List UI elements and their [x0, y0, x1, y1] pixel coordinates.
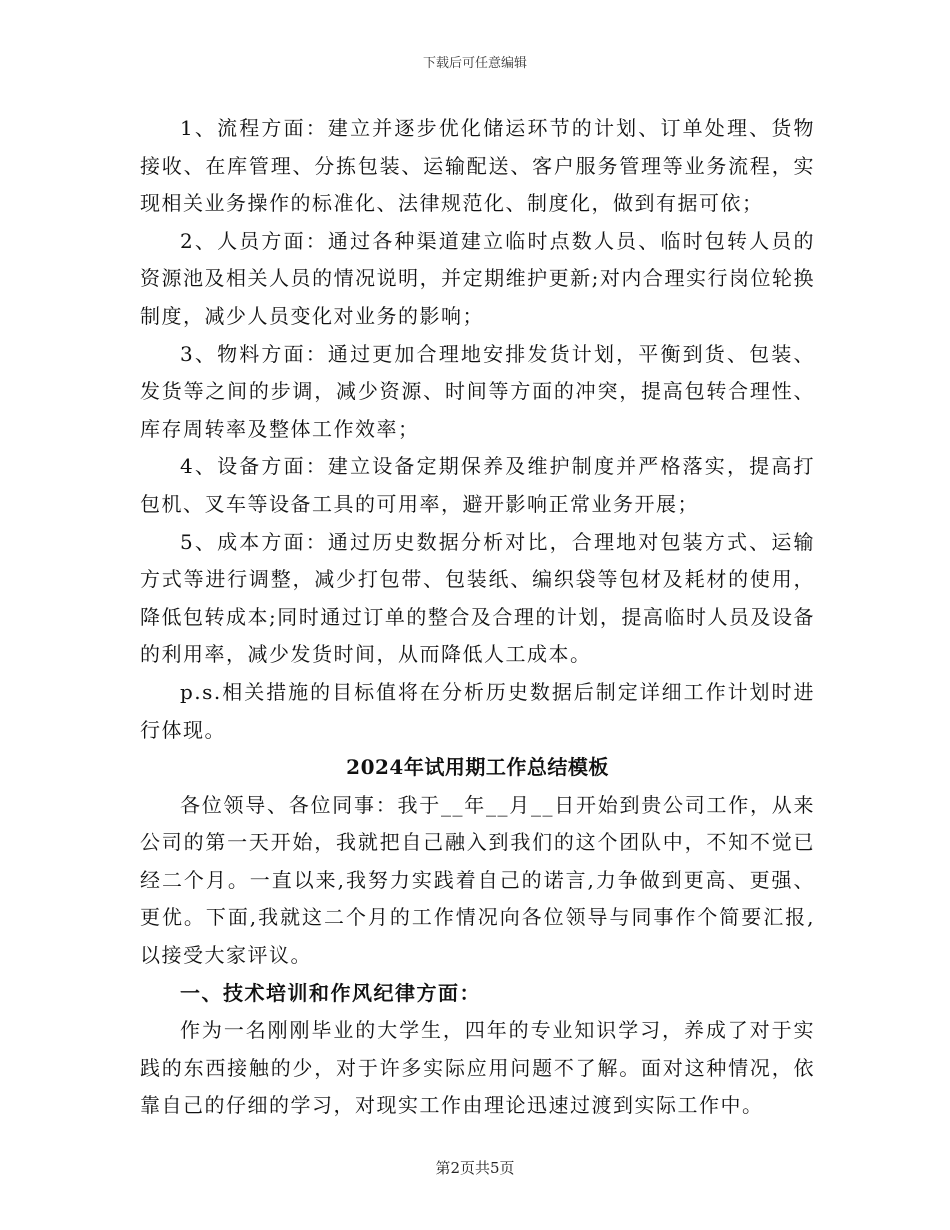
paragraph-ps-note: p.s.相关措施的目标值将在分析历史数据后制定详细工作计划时进行体现。 [140, 679, 815, 742]
page-header: 下载后可任意编辑 [422, 56, 527, 71]
paragraph-training-body: 作为一名刚刚毕业的大学生，四年的专业知识学习，养成了对于实践的东西接触的少，对于许多实际应用问题不了解。面对这种情况，依靠自己的仔细的学习，对现实工作由理论迅速过渡到实际工作中。 [140, 1018, 815, 1118]
section-heading-training: 一、技术培训和作风纪律方面： [180, 980, 481, 1005]
article-title: 2024年试用期工作总结模板 [346, 755, 609, 780]
paragraph-materials: 3、物料方面：通过更加合理地安排发货计划，平衡到货、包装、发货等之间的步调，减少资源、时间等方面的冲突，提高包转合理性、库存周转率及整体工作效率； [140, 341, 815, 441]
paragraph-personnel: 2、人员方面：通过各种渠道建立临时点数人员、临时包转人员的资源池及相关人员的情况说明，并定期维护更新;对内合理实行岗位轮换制度，减少人员变化对业务的影响； [140, 228, 815, 328]
document-body [140, 110, 815, 1125]
paragraph-process: 1、流程方面：建立并逐步优化储运环节的计划、订单处理、货物接收、在库管理、分拣包装、运输配送、客户服务管理等业务流程，实现相关业务操作的标准化、法律规范化、制度化，做到有据可依； [140, 116, 815, 216]
page-number-footer: 第2页共5页 [435, 1159, 515, 1177]
paragraph-cost: 5、成本方面：通过历史数据分析对比，合理地对包装方式、运输方式等进行调整，减少打包带、包装纸、编织袋等包材及耗材的使用，降低包转成本;同时通过订单的整合及合理的计划，提高临时人员及设备的利用率，减少发货时间，从而降低人工成本。 [140, 529, 815, 667]
paragraph-intro: 各位领导、各位同事：我于__年__月__日开始到贵公司工作，从来公司的第一天开始，我就把自己融入到我们的这个团队中，不知不觉已经二个月。一直以来,我努力实践着自己的诺言,力争做到更高、更强、更优。下面,我就这二个月的工作情况向各位领导与同事作个简要汇报,以接受大家评议。 [140, 792, 815, 968]
paragraph-equipment: 4、设备方面：建立设备定期保养及维护制度并严格落实，提高打包机、叉车等设备工具的可用率，避开影响正常业务开展； [140, 454, 815, 516]
